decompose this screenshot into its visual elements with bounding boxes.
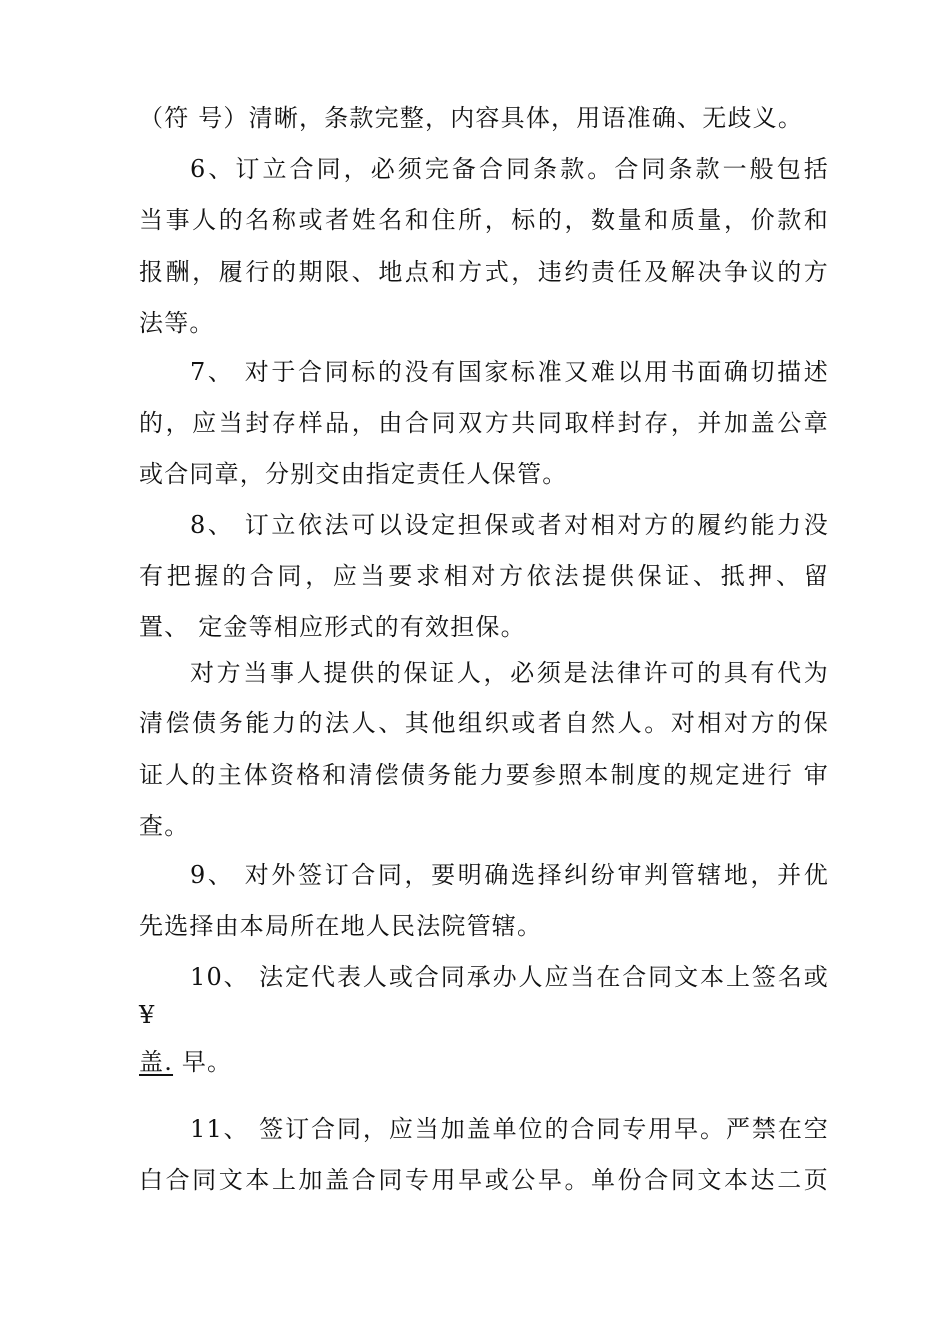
text-line-14: 证人的主体资格和清偿债务能力要参照本制度的规定进行 审 — [139, 761, 829, 789]
text-line-19: 11、 签订合同，应当加盖单位的合同专用早。严禁在空 — [190, 1115, 829, 1143]
text-line-20: 白合同文本上加盖合同专用早或公早。单份合同文本达二页 — [139, 1166, 829, 1194]
text-line-6: 7、 对于合同标的没有国家标准又难以用书面确切描述 — [190, 358, 829, 386]
stamp-line — [139, 1047, 829, 1077]
text-line-12: 对方当事人提供的保证人，必须是法律许可的具有代为 — [190, 659, 829, 687]
text-line-2: 6、订立合同，必须完备合同条款。合同条款一般包括 — [190, 155, 829, 183]
text-line-11: 置、 定金等相应形式的有效担保。 — [139, 613, 526, 641]
stamp-line-underlined: 盖. — [139, 1048, 174, 1076]
text-line-5: 法等。 — [139, 309, 215, 337]
text-line-17: 先选择由本局所在地人民法院管辖。 — [139, 912, 543, 940]
text-line-8: 或合同章，分别交由指定责任人保管。 — [139, 460, 568, 488]
yen-symbol-line: ¥ — [139, 1001, 156, 1029]
text-line-7: 的，应当封存样品，由合同双方共同取样封存，并加盖公章 — [139, 409, 829, 437]
text-line-18: 10、 法定代表人或合同承办人应当在合同文本上签名或 — [190, 963, 829, 991]
text-line-3: 当事人的名称或者姓名和住所，标的，数量和质量，价款和 — [139, 206, 829, 234]
text-line-13: 清偿债务能力的法人、其他组织或者自然人。对相对方的保 — [139, 709, 829, 737]
text-line-1: （符 号）清晰，条款完整，内容具体，用语准确、无歧义。 — [139, 104, 804, 132]
text-line-9: 8、 订立依法可以设定担保或者对相对方的履约能力没 — [190, 511, 829, 539]
text-line-4: 报酬，履行的期限、地点和方式，违约责任及解决争议的方 — [139, 258, 829, 286]
stamp-line-rest: 早。 — [173, 1048, 233, 1076]
text-line-10: 有把握的合同，应当要求相对方依法提供保证、抵押、留 — [139, 562, 829, 590]
text-line-16: 9、 对外签订合同，要明确选择纠纷审判管辖地，并优 — [190, 861, 829, 889]
text-line-15: 查。 — [139, 812, 190, 840]
